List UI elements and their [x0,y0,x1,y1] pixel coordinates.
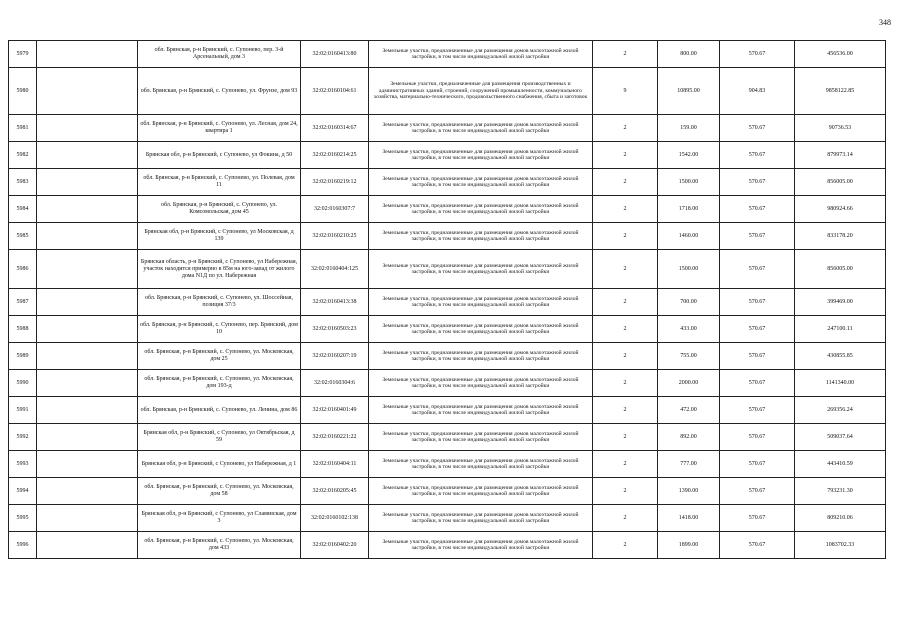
table-row [9,343,886,370]
table-row [9,223,886,250]
group-cell: 2 [593,316,658,343]
cadastral-value-cell: 430855.85 [795,343,886,370]
row-number-cell: 5995 [9,505,37,532]
cadastral-number-cell: 32:02:0160401:49 [301,397,369,424]
address-cell: обл. Брянская, р-н Брянский, с. Супонево, ул. Ленина, дом 86 [138,397,301,424]
page-number: 348 [879,18,891,27]
cadastral-number-cell: 32:02:0160207:19 [301,343,369,370]
area-cell: 10895.00 [658,68,720,115]
table-row [9,316,886,343]
row-number-cell: 5991 [9,397,37,424]
cadastral-value-cell: 443410.59 [795,451,886,478]
land-use-cell: Земельные участки, предназначенные для размещения домов малоэтажной жилой застройки, в том числе индивидуальной жилой застройки [369,397,593,424]
cadastral-value-cell: 90736.53 [795,115,886,142]
table-row [9,115,886,142]
blank-cell [37,424,138,451]
row-number-cell: 5980 [9,68,37,115]
group-cell: 2 [593,532,658,559]
table-row [9,424,886,451]
cadastral-value-cell: 1083702.33 [795,532,886,559]
row-number-cell: 5996 [9,532,37,559]
table-row [9,41,886,68]
blank-cell [37,370,138,397]
row-number-cell: 5979 [9,41,37,68]
row-number-cell: 5989 [9,343,37,370]
table-row [9,370,886,397]
row-number-cell: 5987 [9,289,37,316]
row-number-cell: 5981 [9,115,37,142]
land-use-cell: Земельные участки, предназначенные для размещения домов малоэтажной жилой застройки, в том числе индивидуальной жилой застройки [369,142,593,169]
cadastral-value-cell: 879973.14 [795,142,886,169]
row-number-cell: 5985 [9,223,37,250]
table-body [9,41,886,559]
table-row [9,478,886,505]
group-cell: 2 [593,478,658,505]
area-cell: 700.00 [658,289,720,316]
specific-value-cell: 570.67 [720,424,795,451]
specific-value-cell: 570.67 [720,316,795,343]
cadastral-value-cell: 399469.00 [795,289,886,316]
address-cell: обл. Брянская, р-н Брянский, с. Супонево, ул. Московская, дом 25 [138,343,301,370]
group-cell: 2 [593,142,658,169]
group-cell: 2 [593,451,658,478]
area-cell: 2000.00 [658,370,720,397]
blank-cell [37,115,138,142]
specific-value-cell: 570.67 [720,115,795,142]
cadastral-number-cell: 32:02:0160104:61 [301,68,369,115]
blank-cell [37,68,138,115]
row-number-cell: 5993 [9,451,37,478]
land-use-cell: Земельные участки, предназначенные для размещения домов малоэтажной жилой застройки, в том числе индивидуальной жилой застройки [369,196,593,223]
blank-cell [37,223,138,250]
group-cell: 2 [593,41,658,68]
cadastral-number-cell: 32:02:0160404:125 [301,250,369,289]
table-row [9,196,886,223]
specific-value-cell: 570.67 [720,478,795,505]
blank-cell [37,250,138,289]
area-cell: 1542.00 [658,142,720,169]
area-cell: 1390.00 [658,478,720,505]
address-cell: Брянская обл, р-н Брянский, с Супонево, ул Московская, д 139 [138,223,301,250]
table-row [9,68,886,115]
cadastral-value-cell: 247100.11 [795,316,886,343]
address-cell: обл. Брянская, р-н Брянский, с. Супонево, ул. Московская, дом 433 [138,532,301,559]
area-cell: 1500.00 [658,250,720,289]
group-cell: 2 [593,370,658,397]
cadastral-value-cell: 509037.64 [795,424,886,451]
land-use-cell: Земельные участки, предназначенные для размещения домов малоэтажной жилой застройки, в том числе индивидуальной жилой застройки [369,343,593,370]
area-cell: 1418.00 [658,505,720,532]
address-cell: обл. Брянская, р-н Брянский, с. Супонево, ул. Московская, дом 58 [138,478,301,505]
group-cell: 2 [593,289,658,316]
row-number-cell: 5990 [9,370,37,397]
cadastral-number-cell: 32:02:0160413:80 [301,41,369,68]
table-row [9,142,886,169]
specific-value-cell: 570.67 [720,289,795,316]
blank-cell [37,478,138,505]
cadastral-number-cell: 32:02:0160102:138 [301,505,369,532]
land-use-cell: Земельные участки, предназначенные для размещения домов малоэтажной жилой застройки, в том числе индивидуальной жилой застройки [369,41,593,68]
land-use-cell: Земельные участки, предназначенные для размещения домов малоэтажной жилой застройки, в том числе индивидуальной жилой застройки [369,223,593,250]
specific-value-cell: 570.67 [720,41,795,68]
table-row [9,250,886,289]
address-cell: обл. Брянская, р-н Брянский, с. Супонево, ул. Шоссейная, позиция 37/3 [138,289,301,316]
area-cell: 1500.00 [658,169,720,196]
row-number-cell: 5984 [9,196,37,223]
land-use-cell: Земельные участки, предназначенные для размещения домов малоэтажной жилой застройки, в том числе индивидуальной жилой застройки [369,115,593,142]
area-cell: 755.00 [658,343,720,370]
cadastral-value-cell: 833178.20 [795,223,886,250]
row-number-cell: 5994 [9,478,37,505]
cadastral-number-cell: 32:02:0160314:67 [301,115,369,142]
area-cell: 1460.00 [658,223,720,250]
row-number-cell: 5988 [9,316,37,343]
land-use-cell: Земельные участки, предназначенные для размещения домов малоэтажной жилой застройки, в том числе индивидуальной жилой застройки [369,478,593,505]
table-row [9,451,886,478]
blank-cell [37,451,138,478]
group-cell: 2 [593,196,658,223]
address-cell: обл. Брянская, р-н Брянский, с. Супонево, ул. Полевая, дом 11 [138,169,301,196]
land-use-cell: Земельные участки, предназначенные для размещения домов малоэтажной жилой застройки, в том числе индивидуальной жилой застройки [369,424,593,451]
cadastral-number-cell: 32:02:0160503:23 [301,316,369,343]
land-use-cell: Земельные участки, предназначенные для размещения домов малоэтажной жилой застройки, в том числе индивидуальной жилой застройки [369,532,593,559]
table-row [9,169,886,196]
blank-cell [37,169,138,196]
table-row [9,289,886,316]
specific-value-cell: 570.67 [720,532,795,559]
area-cell: 800.00 [658,41,720,68]
table-row [9,532,886,559]
cadastral-value-cell: 269356.24 [795,397,886,424]
area-cell: 892.00 [658,424,720,451]
area-cell: 433.00 [658,316,720,343]
blank-cell [37,343,138,370]
blank-cell [37,532,138,559]
cadastral-value-cell: 809210.06 [795,505,886,532]
land-use-cell: Земельные участки, предназначенные для размещения производственных и административных зданий, строений, сооружений промышленности, коммунального хозяйства, материально-технического, продовольственного снабжения, сбыта и заготовок [369,68,593,115]
area-cell: 1718.00 [658,196,720,223]
address-cell: Брянская область, р-н Брянский, с Супонево, ул Набережная, участок находится примерно в 85м на юго-запад от жилого дома N1Д по ул. Набережная [138,250,301,289]
address-cell: Брянская обл, р-н Брянский, с Супонево, ул Фокина, д 50 [138,142,301,169]
cadastral-number-cell: 32:02:0160205:45 [301,478,369,505]
address-cell: Брянская обл, р-н Брянский, с Супонево, ул Славянская, дом 3 [138,505,301,532]
group-cell: 2 [593,424,658,451]
land-use-cell: Земельные участки, предназначенные для размещения домов малоэтажной жилой застройки, в том числе индивидуальной жилой застройки [369,370,593,397]
cadastral-value-cell: 793231.30 [795,478,886,505]
land-use-cell: Земельные участки, предназначенные для размещения домов малоэтажной жилой застройки, в том числе индивидуальной жилой застройки [369,250,593,289]
specific-value-cell: 570.67 [720,250,795,289]
specific-value-cell: 570.67 [720,196,795,223]
specific-value-cell: 570.67 [720,397,795,424]
specific-value-cell: 570.67 [720,169,795,196]
specific-value-cell: 570.67 [720,370,795,397]
group-cell: 2 [593,505,658,532]
area-cell: 777.00 [658,451,720,478]
specific-value-cell: 570.67 [720,223,795,250]
cadastral-number-cell: 32:02:0160413:38 [301,289,369,316]
row-number-cell: 5982 [9,142,37,169]
address-cell: Брянская обл, р-н Брянский, с Супонево, ул Октябрьская, д 59 [138,424,301,451]
specific-value-cell: 570.67 [720,505,795,532]
specific-value-cell: 904.83 [720,68,795,115]
specific-value-cell: 570.67 [720,343,795,370]
address-cell: обл. Брянская, р-н Брянский, с. Супонево, ул. Московская, дом 193-д [138,370,301,397]
address-cell: обл. Брянская, р-н Брянский, с. Супонево, ул. Комсомольская, дом 45 [138,196,301,223]
group-cell: 2 [593,115,658,142]
area-cell: 159.00 [658,115,720,142]
cadastral-number-cell: 32:02:0160219:12 [301,169,369,196]
blank-cell [37,505,138,532]
row-number-cell: 5986 [9,250,37,289]
address-cell: обл. Брянская, р-н Брянский, с. Супонево, пер. Брянский, дом 10 [138,316,301,343]
land-use-cell: Земельные участки, предназначенные для размещения домов малоэтажной жилой застройки, в том числе индивидуальной жилой застройки [369,451,593,478]
cadastral-value-cell: 456536.00 [795,41,886,68]
cadastral-value-table [8,40,886,559]
area-cell: 472.00 [658,397,720,424]
blank-cell [37,41,138,68]
group-cell: 2 [593,223,658,250]
row-number-cell: 5983 [9,169,37,196]
land-use-cell: Земельные участки, предназначенные для размещения домов малоэтажной жилой застройки, в том числе индивидуальной жилой застройки [369,505,593,532]
address-cell: Брянская обл, р-н Брянский, с Супонево, ул Набережная, д 1 [138,451,301,478]
specific-value-cell: 570.67 [720,451,795,478]
blank-cell [37,142,138,169]
area-cell: 1899.00 [658,532,720,559]
group-cell: 2 [593,169,658,196]
cadastral-number-cell: 32:02:0160210:25 [301,223,369,250]
row-number-cell: 5992 [9,424,37,451]
cadastral-number-cell: 32:02:0160214:25 [301,142,369,169]
blank-cell [37,397,138,424]
group-cell: 9 [593,68,658,115]
group-cell: 2 [593,250,658,289]
blank-cell [37,316,138,343]
address-cell: обл. Брянская, р-н Брянский, с. Супонево, ул. Фрунзе, дом 93 [138,68,301,115]
cadastral-value-cell: 9858122.85 [795,68,886,115]
blank-cell [37,289,138,316]
land-use-cell: Земельные участки, предназначенные для размещения домов малоэтажной жилой застройки, в том числе индивидуальной жилой застройки [369,316,593,343]
table-row [9,397,886,424]
table-row [9,505,886,532]
blank-cell [37,196,138,223]
cadastral-value-cell: 980924.66 [795,196,886,223]
cadastral-number-cell: 32:02:0160221:22 [301,424,369,451]
address-cell: обл. Брянская, р-н Брянский, с. Супонево, ул. Лесная, дом 24, квартира 1 [138,115,301,142]
cadastral-value-cell: 856005.00 [795,250,886,289]
cadastral-value-cell: 856005.00 [795,169,886,196]
address-cell: обл. Брянская, р-н Брянский, с. Супонево, пер. 3-й Арсенальный, дом 3 [138,41,301,68]
specific-value-cell: 570.67 [720,142,795,169]
cadastral-value-cell: 1141340.00 [795,370,886,397]
cadastral-number-cell: 32:02:0160304:6 [301,370,369,397]
land-use-cell: Земельные участки, предназначенные для размещения домов малоэтажной жилой застройки, в том числе индивидуальной жилой застройки [369,289,593,316]
cadastral-number-cell: 32:02:0160402:20 [301,532,369,559]
land-use-cell: Земельные участки, предназначенные для размещения домов малоэтажной жилой застройки, в том числе индивидуальной жилой застройки [369,169,593,196]
group-cell: 2 [593,397,658,424]
group-cell: 2 [593,343,658,370]
cadastral-number-cell: 32:02:0160404:11 [301,451,369,478]
cadastral-number-cell: 32:02:0160307:7 [301,196,369,223]
